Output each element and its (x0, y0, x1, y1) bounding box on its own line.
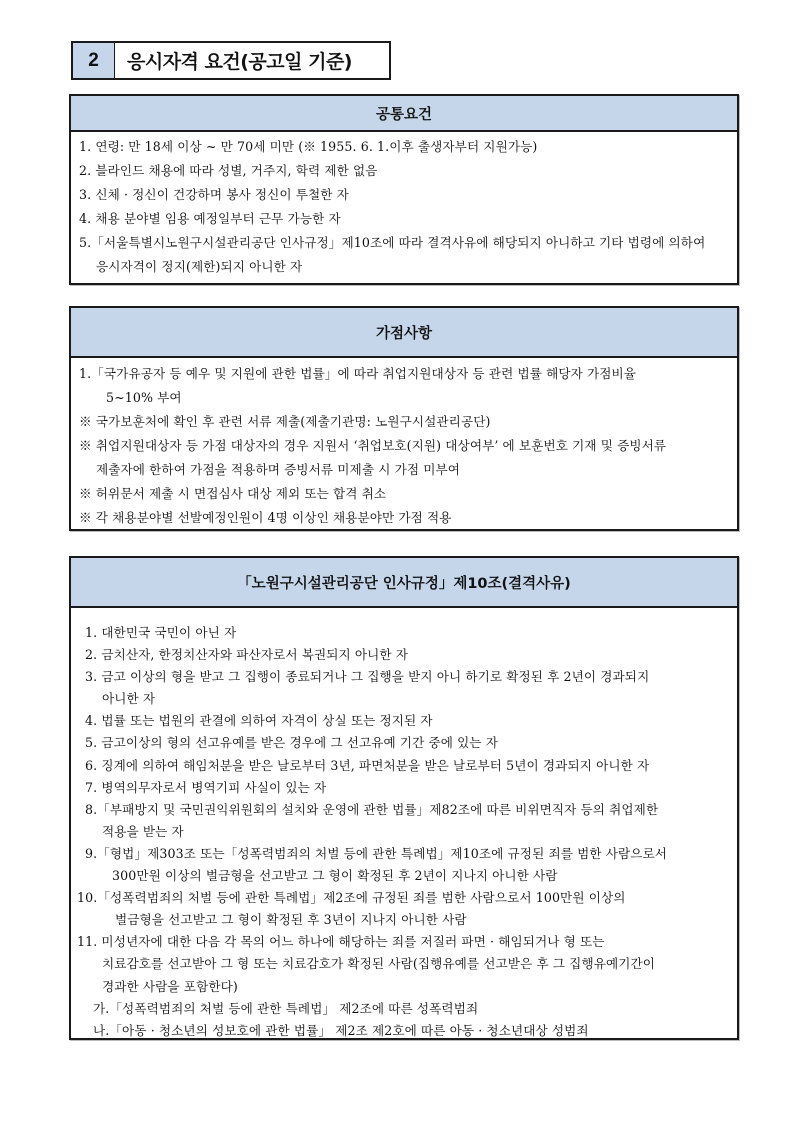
disqualification-item-continuation: 벌금형을 선고받고 그 형이 확정된 후 3년이 지나지 아니한 사람 (115, 912, 467, 928)
disqualification-item: 4. 법률 또는 법원의 관결에 의하여 자격이 상실 또는 정지된 자 (85, 713, 433, 729)
bonus-points-header: 가점사항 (71, 308, 737, 358)
requirement-item: 4. 채용 분야별 임용 예정일부터 근무 가능한 자 (79, 211, 341, 226)
disqualification-item: 11. 미성년자에 대한 다음 각 목의 어느 하나에 해당하는 죄를 저질러 파면 · 해임되거나 형 또는 (77, 934, 605, 950)
disqualification-item-continuation: 300만원 이상의 벌금형을 선고받고 그 형이 확정된 후 2년이 지나지 아니한 사람 (112, 868, 558, 884)
disqualification-item: 6. 징계에 의하여 해임처분을 받은 날로부터 3년, 파면처분을 받은 날로부터 5년이 경과되지 아니한 자 (85, 757, 650, 773)
bonus-note: ※ 취업지원대상자 등 가점 대상자의 경우 지원서 ‘취업보호(지원) 대상여부’ 에 보훈번호 기재 및 증빙서류 (79, 438, 667, 453)
bonus-item: 1.「국가유공자 등 예우 및 지원에 관한 법률」에 따라 취업지원대상자 등 관련 법률 해당자 가점비율 (79, 366, 637, 381)
disqualification-item: 10.「성폭력범죄의 처벌 등에 관한 특례법」제2조에 규정된 죄를 범한 사람으로서 100만원 이상의 (77, 890, 626, 906)
bonus-note: ※ 각 채용분야별 선발예정인원이 4명 이상인 채용분야만 가점 적용 (79, 510, 452, 525)
disqualification-item: 5. 금고이상의 형의 선고유예를 받은 경우에 그 선고유예 기간 중에 있는 자 (85, 735, 499, 751)
requirement-item: 2. 블라인드 채용에 따라 성별, 거주지, 학력 제한 없음 (79, 163, 378, 178)
disqualification-item: 8.「부패방지 및 국민권익위원회의 설치와 운영에 관한 법률」제82조에 따른 비위면직자 등의 취업제한 (85, 801, 659, 817)
common-requirements-box (69, 94, 739, 285)
bonus-points-box (69, 306, 739, 531)
bonus-note-continuation: 제출자에 한하여 가점을 적용하며 증빙서류 미제출 시 가점 미부여 (96, 462, 460, 477)
disqualification-item: 3. 금고 이상의 형을 받고 그 집행이 종료되거나 그 집행을 받지 아니 하기로 확정된 후 2년이 경과되지 (85, 669, 650, 685)
disqualification-item: 1. 대한민국 국민이 아닌 자 (85, 625, 237, 640)
requirement-item: 1. 연령: 만 18세 이상 ~ 만 70세 미만 (※ 1955. 6. 1.이후 출생자부터 지원가능) (79, 139, 538, 154)
disqualification-item-continuation: 아니한 자 (102, 691, 156, 707)
bonus-points-body (71, 358, 737, 530)
disqualification-subitem: 가.「성폭력범죄의 처벌 등에 관한 특례법」 제2조에 따른 성폭력범죄 (93, 1000, 479, 1016)
disqualification-item: 9.「형법」제303조 또는「성폭력범죄의 처벌 등에 관한 특례법」제10조에 규정된 죄를 범한 사람으로서 (85, 845, 668, 861)
common-requirements-header: 공통요건 (71, 96, 737, 132)
disqualification-body (71, 608, 737, 1042)
section-title-box (71, 41, 391, 80)
requirement-item-continuation: 응시자격이 정지(제한)되지 아니한 자 (96, 259, 303, 274)
disqualification-item: 7. 병역의무자로서 병역기피 사실이 있는 자 (85, 779, 327, 795)
bonus-item-continuation: 5~10% 부여 (106, 390, 182, 405)
disqualification-header: 「노원구시설관리공단 인사규정」제10조(결격사유) (71, 558, 737, 608)
disqualification-item-continuation: 적용을 받는 자 (102, 823, 184, 839)
requirement-item: 3. 신체 · 정신이 건강하며 봉사 정신이 투철한 자 (79, 187, 349, 202)
disqualification-item-continuation: 치료감호를 선고받아 그 형 또는 치료감호가 확정된 사람(집행유예를 선고받은 후 그 집행유예기간이 (102, 956, 656, 972)
disqualification-subitem: 나.「아동 · 청소년의 성보호에 관한 법률」 제2조 제2호에 따른 아동 · 청소년대상 성범죄 (93, 1022, 589, 1038)
common-requirements-body (71, 132, 737, 279)
section-number: 2 (73, 43, 115, 78)
bonus-note: ※ 허위문서 제출 시 면접심사 대상 제외 또는 합격 취소 (79, 486, 387, 501)
disqualification-box (69, 556, 739, 1040)
bonus-note: ※ 국가보훈처에 확인 후 관련 서류 제출(제출기관명: 노원구시설관리공단) (79, 414, 491, 429)
requirement-item: 5.「서울특별시노원구시설관리공단 인사규정」제10조에 따라 결격사유에 해당되지 아니하고 기타 법령에 의하여 (79, 235, 706, 250)
disqualification-item-continuation: 경과한 사람을 포함한다) (102, 978, 238, 994)
disqualification-item: 2. 금치산자, 한정치산자와 파산자로서 복권되지 아니한 자 (85, 647, 409, 663)
section-title: 응시자격 요건(공고일 기준) (127, 51, 352, 73)
